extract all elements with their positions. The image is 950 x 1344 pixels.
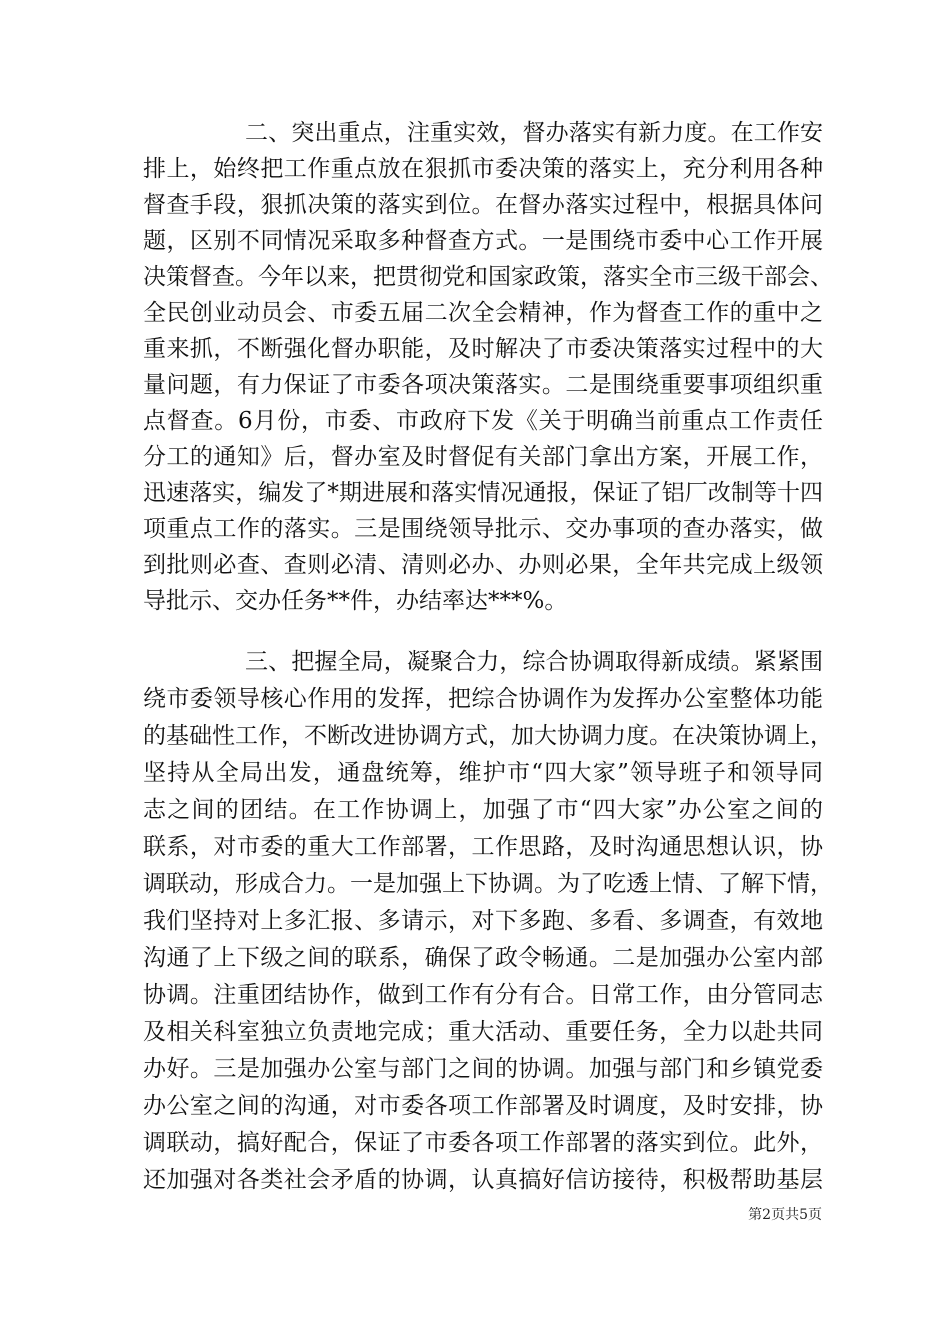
text-line: 决策督查。今年以来，把贯彻党和国家政策，落实全市三级干部会、 bbox=[143, 264, 833, 290]
text-line: 我们坚持对上多汇报、多请示，对下多跑、多看、多调查，有效地 bbox=[143, 908, 823, 934]
text-line: 导批示、交办任务**件，办结率达***%。 bbox=[143, 588, 568, 614]
text-line: 调联动，形成合力。一是加强上下协调。为了吃透上情、了解下情， bbox=[143, 871, 833, 897]
text-line: 坚持从全局出发，通盘统筹，维护市“四大家”领导班子和领导同 bbox=[143, 760, 823, 786]
text-line: 调联动，搞好配合，保证了市委各项工作部署的落实到位。此外， bbox=[143, 1130, 823, 1156]
text-line: 项重点工作的落实。三是围绕领导批示、交办事项的查办落实，做 bbox=[143, 516, 823, 542]
text-line: 三、把握全局，凝聚合力，综合协调取得新成绩。紧紧围 bbox=[245, 649, 823, 675]
text-line: 督查手段，狠抓决策的落实到位。在督办落实过程中，根据具体问 bbox=[143, 192, 823, 218]
text-line: 迅速落实，编发了*期进展和落实情况通报，保证了铝厂改制等十四 bbox=[143, 480, 823, 506]
page-number: 第2页共5页 bbox=[748, 1207, 822, 1223]
text-line: 的基础性工作，不断改进协调方式，加大协调力度。在决策协调上， bbox=[143, 723, 833, 749]
text-line: 绕市委领导核心作用的发挥，把综合协调作为发挥办公室整体功能 bbox=[143, 686, 823, 712]
text-line: 办公室之间的沟通，对市委各项工作部署及时调度，及时安排，协 bbox=[143, 1093, 823, 1119]
text-line: 志之间的团结。在工作协调上，加强了市“四大家”办公室之间的 bbox=[143, 797, 823, 823]
text-line: 全民创业动员会、市委五届二次全会精神，作为督查工作的重中之 bbox=[143, 300, 823, 326]
text-line: 沟通了上下级之间的联系，确保了政令畅通。二是加强办公室内部 bbox=[143, 945, 823, 971]
text-line: 协调。注重团结协作，做到工作有分有合。日常工作，由分管同志 bbox=[143, 982, 823, 1008]
paragraph-supervision bbox=[143, 115, 833, 619]
text-line: 联系，对市委的重大工作部署，工作思路，及时沟通思想认识，协 bbox=[143, 834, 823, 860]
text-line: 办好。三是加强办公室与部门之间的协调。加强与部门和乡镇党委 bbox=[143, 1056, 823, 1082]
text-line: 到批则必查、查则必清、清则必办、办则必果，全年共完成上级领 bbox=[143, 552, 823, 578]
text-line: 排上，始终把工作重点放在狠抓市委决策的落实上，充分利用各种 bbox=[143, 156, 823, 182]
text-line: 还加强对各类社会矛盾的协调，认真搞好信访接待，积极帮助基层 bbox=[143, 1167, 823, 1193]
paragraph-coordination bbox=[143, 644, 833, 1199]
text-line: 点督查。6月份，市委、市政府下发《关于明确当前重点工作责任 bbox=[143, 408, 823, 434]
text-line: 题，区别不同情况采取多种督查方式。一是围绕市委中心工作开展 bbox=[143, 228, 823, 254]
text-line: 二、突出重点，注重实效，督办落实有新力度。在工作安 bbox=[245, 120, 823, 146]
text-line: 重来抓，不断强化督办职能，及时解决了市委决策落实过程中的大 bbox=[143, 336, 823, 362]
text-line: 量问题，有力保证了市委各项决策落实。二是围绕重要事项组织重 bbox=[143, 372, 823, 398]
text-line: 分工的通知》后，督办室及时督促有关部门拿出方案，开展工作， bbox=[143, 444, 823, 470]
text-line: 及相关科室独立负责地完成；重大活动、重要任务，全力以赴共同 bbox=[143, 1019, 823, 1045]
